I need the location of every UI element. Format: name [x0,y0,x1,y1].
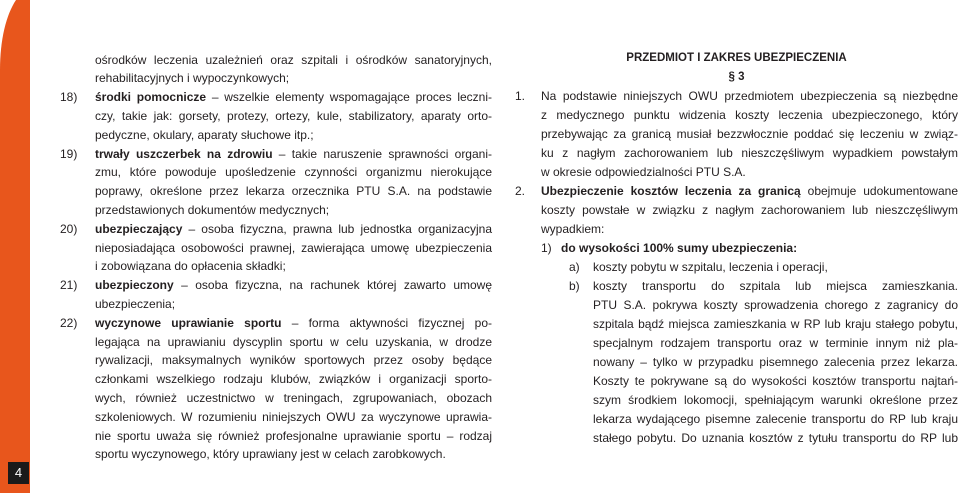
text-line [95,276,492,295]
text-line: zmu, które powoduje upośledzenie czynności organizmu nierokujące [95,165,492,180]
definition-text: – osoba fizyczna, na rachunek której zawarto umowę [173,278,492,293]
text-line: PTU S.A. pokrywa koszty sprowadzenia chorego z zagranicy do [593,297,958,312]
point-letter: a) [569,259,580,274]
item-number: 20) [60,221,78,236]
text-line: czy, takie jak: gorsety, protezy, ortezy, kule, stabilizatory, aparaty orto- [95,108,492,123]
defined-term: środki pomocnicze [95,90,207,105]
text-line: koszty pobytu w szpitalu, leczenia i operacji, [593,259,828,274]
text-line: Na podstawie niniejszych OWU przedmiotem ubezpieczenia są niezbędne [541,88,958,103]
text-line: wych, również uczestnictwo w treningach, zgrupowaniach, obozach [95,390,492,405]
text-line: sportu wyczynowego, który uprawiany jest w celach zarobkowych. [95,447,446,462]
item-number: 19) [60,146,78,161]
definition-item [60,220,492,276]
subclause-title-text: do wysokości 100% sumy ubezpieczenia: [561,240,798,255]
text-line: szym środkiem lokomocji, spełniającym warunki określone przez [593,392,958,407]
definition-item [60,88,492,144]
definition-text: – forma aktywności fizycznej po- [281,315,492,330]
paragraph-number: § 3 [728,70,745,83]
page-number: 4 [14,465,23,480]
text-line: z medycznego punktu widzenia koszty leczenia ubezpieczonego, który [541,107,958,122]
text-line [541,182,958,201]
text-line: stałego pobytu. Do uznania kosztów z tytułu transportu do RP lub [593,430,958,445]
subclause-1 [541,239,958,448]
section-title: PRZEDMIOT I ZAKRES UBEZPIECZENIA [626,51,847,64]
text-line: rehabilitacyjnych i wypoczynkowych; [95,71,290,86]
item-number: 18) [60,90,78,105]
definition-text: – takie naruszenie sprawności organi- [272,146,492,161]
clause-1 [515,87,958,182]
text-line: koszty powstałe w związku z nagłym zachorowaniem lub nieszczęśliwym [541,202,958,217]
text-line [95,220,492,239]
orange-side-stripe [0,0,30,493]
defined-term: wyczynowe uprawianie sportu [95,315,282,330]
clause-lead-text: obejmuje udokumentowane [800,183,958,198]
definition-item [60,276,492,314]
point-b [569,277,958,448]
text-line: pedyczne, okulary, aparaty słuchowe itp.; [95,127,314,142]
text-line: w okresie odpowiedzialności PTU S.A. [541,164,746,179]
text-line: wypadkiem: [541,221,605,236]
clause-lead-bold: Ubezpieczenie kosztów leczenia za granicą [541,183,801,198]
text-line: przebywając za granicą musiał bezzwłocznie poddać się leczeniu w związ- [541,126,958,141]
clause-2 [515,182,958,448]
text-line: ośrodków leczenia uzależnień oraz szpitali i ośrodków sanatoryjnych, [95,52,492,67]
definition-item [60,314,492,464]
defined-term: ubezpieczający [95,221,183,236]
defined-term: trwały uszczerbek na zdrowiu [95,146,273,161]
text-line: lekarza wydającego pisemne zalecenie transportu do RP lub kraju [593,411,958,426]
text-line: rywalizacji, maksymalnych wyników sportowych przez osoby będące [95,353,492,368]
text-line [95,314,492,333]
item-number: 21) [60,278,78,293]
clause-number: 1. [515,88,526,103]
text-line: nieposiadająca osobowości prawnej, zawierająca umowę ubezpieczenia [95,240,492,255]
text-line: członkami wszelkiego rodzaju klubów, związków i organizacji sporto- [95,372,492,387]
text-line: przedstawionych dokumentów medycznych; [95,202,330,217]
text-line: Koszty te pokrywane są do wysokości kosztów transportu najtań- [593,373,958,388]
page-number-box [8,462,29,484]
clause-number: 2. [515,183,526,198]
item-number: 22) [60,315,78,330]
text-line: szkoleniowych. W rozumieniu niniejszych OWU za wyczynowe uprawia- [95,409,492,424]
text-line: nie sportu uważa się również profesjonalne uprawianie sportu – rodzaj [95,428,492,443]
text-line: poprawy, określone przez lekarza orzecznika PTU S.A. na podstawie [95,184,492,199]
point-letter: b) [569,278,580,293]
text-line: legająca na uprawianiu dyscyplin sportu w celu uzyskania, w drodze [95,334,492,349]
coverage-column [515,49,958,448]
defined-term: ubezpieczony [95,278,174,293]
text-line: koszty transportu do szpitala lub miejsca zamieszkania. [593,278,958,293]
definition-text: – wszelkie elementy wspomagające proces leczni- [206,90,492,105]
text-line: ku z nagłym zachorowaniem lub nieszczęśliwym wypadkiem powstałym [541,145,958,160]
text-line [95,145,492,164]
definitions-column [60,51,492,465]
text-line: szpitala bądź miejsca zamieszkania w RP lub kraju stałego pobytu, [593,316,958,331]
text-line: i zobowiązana do opłacenia składki; [95,259,286,274]
text-line: nowany – tylko w przypadku pisemnego zalecenia przez lekarza. [593,354,958,369]
definition-text: – osoba fizyczna, prawna lub jednostka organizacyjna [182,221,492,236]
text-line [95,88,492,107]
text-line: ubezpieczenia; [95,296,176,311]
definition-item [60,145,492,220]
subclause-title [561,239,958,258]
subclause-number: 1) [541,240,552,255]
text-line: specjalnym rodzajem transportu oraz w terminie innym niż pla- [593,335,958,350]
point-a [569,258,958,277]
